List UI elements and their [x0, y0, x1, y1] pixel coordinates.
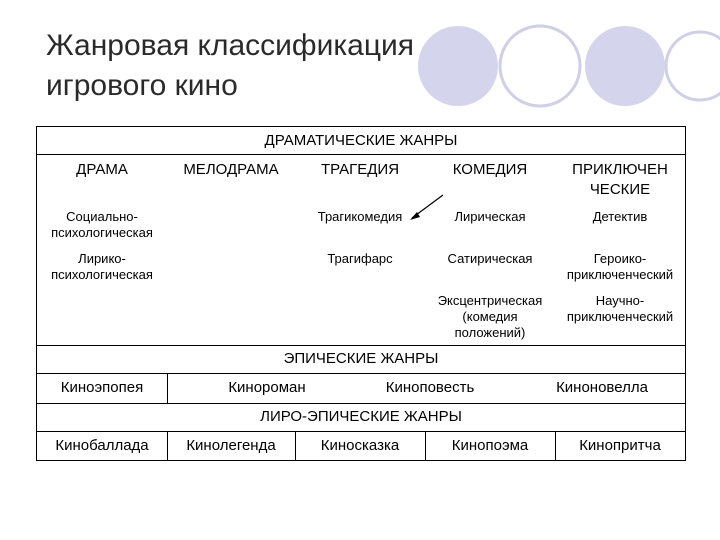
epic-novella: Кинoновелла [556, 379, 648, 396]
slide-title [46, 26, 516, 106]
col-comedy: КОМЕДИЯ [452, 161, 528, 178]
adventure-heroic-line-1: Героико- [593, 251, 647, 266]
decor-circle-outline-2 [666, 32, 720, 100]
drama-social [37, 209, 167, 241]
col-tragedy: ТРАГЕДИЯ [320, 161, 400, 178]
row-divider [37, 154, 685, 155]
slide-title-line-2: игрового кино [46, 69, 238, 102]
row-divider [37, 403, 685, 404]
comedy-eccentric-line-3: положений) [454, 325, 526, 340]
row-divider [37, 373, 685, 374]
drama-social-line-1: Социально- [66, 209, 138, 224]
epic-epopee: Киноэпопея [60, 379, 144, 396]
drama-lyric [37, 251, 167, 283]
col-melodrama: МЕЛОДРАМА [183, 161, 279, 178]
tragedy-tragifarce: Трагифарс [327, 251, 393, 266]
epic-genres-header: ЭПИЧЕСКИЕ ЖАНРЫ [283, 350, 439, 367]
adventure-heroic [555, 251, 685, 283]
row-divider [37, 431, 685, 432]
col-drama: ДРАМА [76, 161, 128, 178]
drama-lyric-line-1: Лирико- [78, 251, 126, 266]
adventure-scifi-line-2: приключенческий [566, 309, 674, 324]
adventure-scifi-line-1: Научно- [595, 293, 645, 308]
dramatic-genres-header: ДРАМАТИЧЕСКИЕ ЖАНРЫ [264, 132, 458, 149]
lyric-epic-poem: Кинопоэма [451, 437, 529, 454]
comedy-eccentric-line-2: (комедия [462, 309, 518, 324]
comedy-satirical: Сатирическая [447, 251, 533, 266]
col-adventure [555, 160, 685, 200]
col-adventure-line-2: ЧЕСКИЕ [589, 181, 651, 198]
epic-story: Киноповесть [385, 379, 475, 396]
lyric-epic-tale: Киносказка [320, 437, 400, 454]
lyric-epic-parable: Кинопритча [579, 437, 661, 454]
tragedy-tragicomedy: Трагикомедия [317, 209, 403, 224]
col-adventure-line-1: ПРИКЛЮЧЕН [572, 161, 668, 178]
row-divider [37, 345, 685, 346]
adventure-heroic-line-2: приключенческий [566, 267, 674, 282]
comedy-eccentric-line-1: Эксцентрическая [437, 293, 543, 308]
epic-novel: Кинороман [228, 379, 306, 396]
col-divider [167, 373, 168, 403]
comedy-eccentric [425, 293, 555, 341]
drama-social-line-2: психологическая [51, 225, 153, 240]
lyric-epic-legend: Кинолегенда [186, 437, 276, 454]
adventure-scifi [555, 293, 685, 325]
lyric-epic-genres-header: ЛИРО-ЭПИЧЕСКИЕ ЖАНРЫ [260, 408, 462, 425]
adventure-detective: Детектив [592, 209, 648, 224]
lyric-epic-ballad: Кинобаллада [55, 437, 149, 454]
decor-circle-filled-2 [585, 26, 665, 106]
drama-lyric-line-2: психологическая [51, 267, 153, 282]
genre-table [36, 126, 686, 461]
comedy-lyrical: Лирическая [454, 209, 526, 224]
slide-title-line-1: Жанровая классификация [46, 29, 415, 62]
